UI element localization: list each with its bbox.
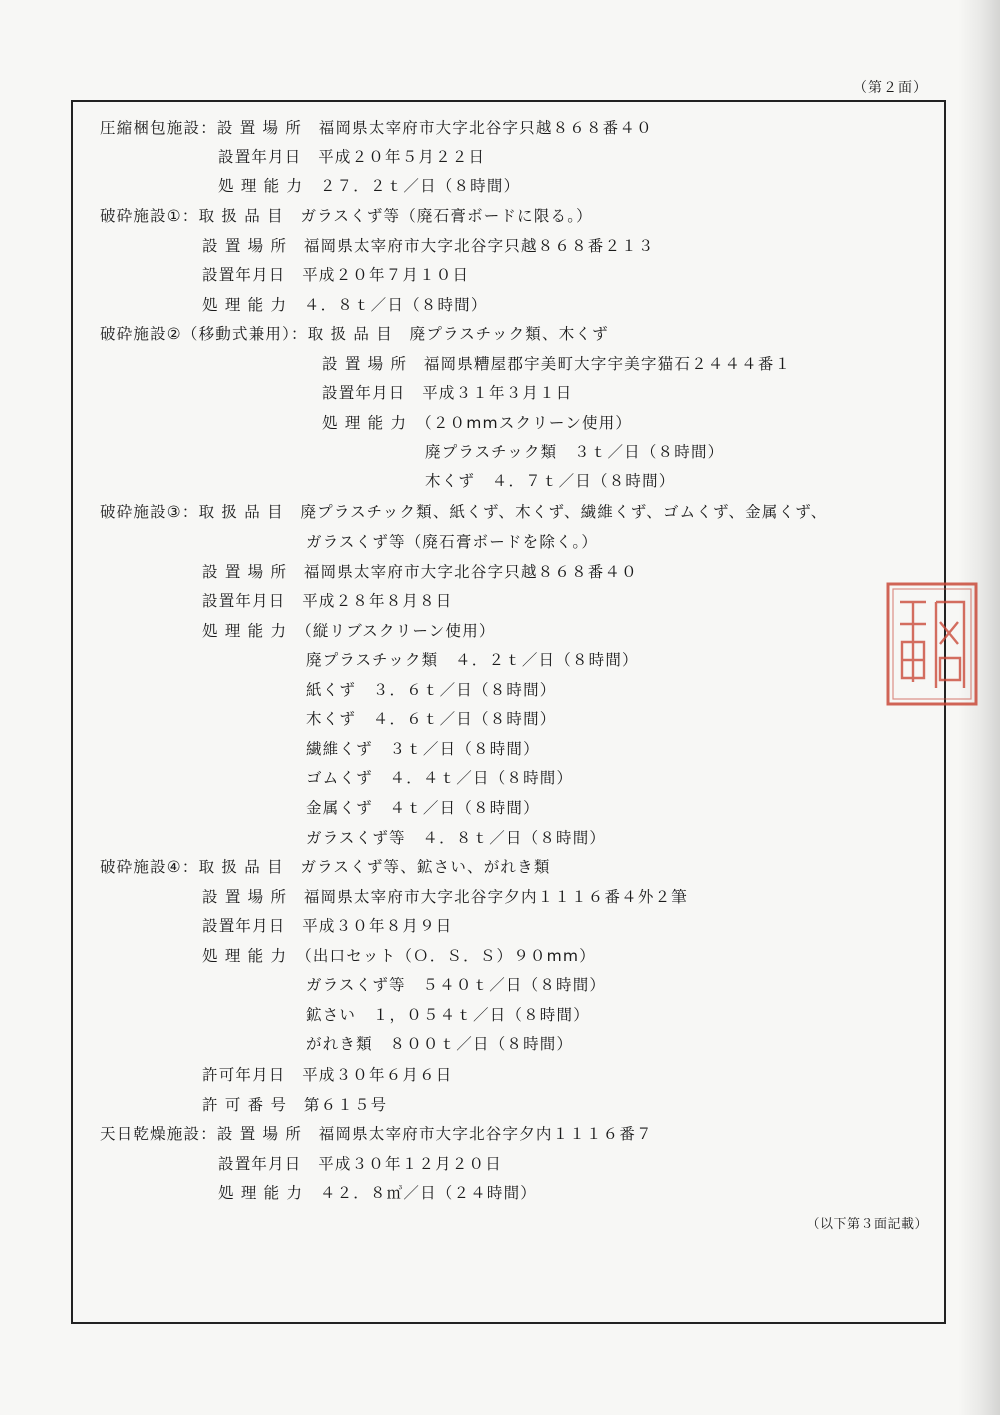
text-line: 処 理 能 力 （２０mmスクリーン使用） xyxy=(322,414,633,432)
text-line: 廃プラスチック類 ４．２ｔ／日（８時間） xyxy=(306,651,639,669)
text-line: 設 置 場 所 福岡県糟屋郡宇美町大字宇美字猫石２４４４番１ xyxy=(322,355,792,373)
text-line: 設置年月日 平成２８年８月８日 xyxy=(202,592,453,610)
continuation-note: （以下第３面記載） xyxy=(806,1217,928,1232)
text-line: 鉱さい １，０５４ｔ／日（８時間） xyxy=(306,1006,590,1024)
text-line: がれき類 ８００ｔ／日（８時間） xyxy=(306,1035,574,1053)
text-line: ガラスくず等 ５４０ｔ／日（８時間） xyxy=(306,976,607,994)
text-line: 木くず ４．７ｔ／日（８時間） xyxy=(425,472,676,490)
text-line: 破砕施設①：取 扱 品 目 ガラスくず等（廃石膏ボードに限る。） xyxy=(100,207,593,225)
text-line: 処 理 能 力 ２７．２ｔ／日（８時間） xyxy=(218,177,521,195)
text-line: 紙くず ３．６ｔ／日（８時間） xyxy=(306,681,557,699)
text-line: 設置年月日 平成２０年７月１０日 xyxy=(202,266,470,284)
text-line: 設置年月日 平成２０年５月２２日 xyxy=(218,148,486,166)
text-line: 設 置 場 所 福岡県太宰府市大字北谷字只越８６８番４０ xyxy=(202,563,638,581)
text-line: ガラスくず等 ４．８ｔ／日（８時間） xyxy=(306,829,607,847)
text-line: 破砕施設②（移動式兼用）：取 扱 品 目 廃プラスチック類、木くず xyxy=(100,325,609,343)
text-line: 処 理 能 力 ４２．８㎥／日（２４時間） xyxy=(218,1184,537,1202)
text-line: 処 理 能 力 （縦リブスクリーン使用） xyxy=(202,622,496,640)
text-line: 設 置 場 所 福岡県太宰府市大字北谷字夕内１１１６番４外２筆 xyxy=(202,888,688,906)
text-line: 許可年月日 平成３０年６月６日 xyxy=(202,1066,453,1084)
text-line: 圧縮梱包施設：設 置 場 所 福岡県太宰府市大字北谷字只越８６８番４０ xyxy=(100,119,653,137)
text-line: 天日乾燥施設：設 置 場 所 福岡県太宰府市大字北谷字夕内１１１６番７ xyxy=(100,1125,653,1143)
text-line: ガラスくず等（廃石膏ボードを除く。） xyxy=(306,533,599,551)
text-line: 廃プラスチック類 ３ｔ／日（８時間） xyxy=(425,443,725,461)
text-line: 繊維くず ３ｔ／日（８時間） xyxy=(306,740,540,758)
page-number-label: （第２面） xyxy=(853,80,928,96)
official-seal-stamp xyxy=(882,578,982,710)
text-line: 設置年月日 平成３０年８月９日 xyxy=(202,917,453,935)
text-line: ゴムくず ４．４ｔ／日（８時間） xyxy=(306,769,574,787)
text-line: 木くず ４．６ｔ／日（８時間） xyxy=(306,710,557,728)
text-line: 破砕施設③：取 扱 品 目 廃プラスチック類、紙くず、木くず、繊維くず、ゴムくず、金属くず、 xyxy=(100,503,828,521)
text-line: 許 可 番 号 第６１５号 xyxy=(202,1096,388,1114)
text-line: 設置年月日 平成３０年１２月２０日 xyxy=(218,1155,502,1173)
text-line: 処 理 能 力 ４．８ｔ／日（８時間） xyxy=(202,296,488,314)
text-line: 処 理 能 力 （出口セット（Ｏ．Ｓ．Ｓ）９０mm） xyxy=(202,947,596,965)
text-line: 金属くず ４ｔ／日（８時間） xyxy=(306,799,540,817)
text-line: 設 置 場 所 福岡県太宰府市大字北谷字只越８６８番２１３ xyxy=(202,237,655,255)
text-line: 破砕施設④：取 扱 品 目 ガラスくず等、鉱さい、がれき類 xyxy=(100,858,551,876)
text-line: 設置年月日 平成３１年３月１日 xyxy=(322,384,573,402)
